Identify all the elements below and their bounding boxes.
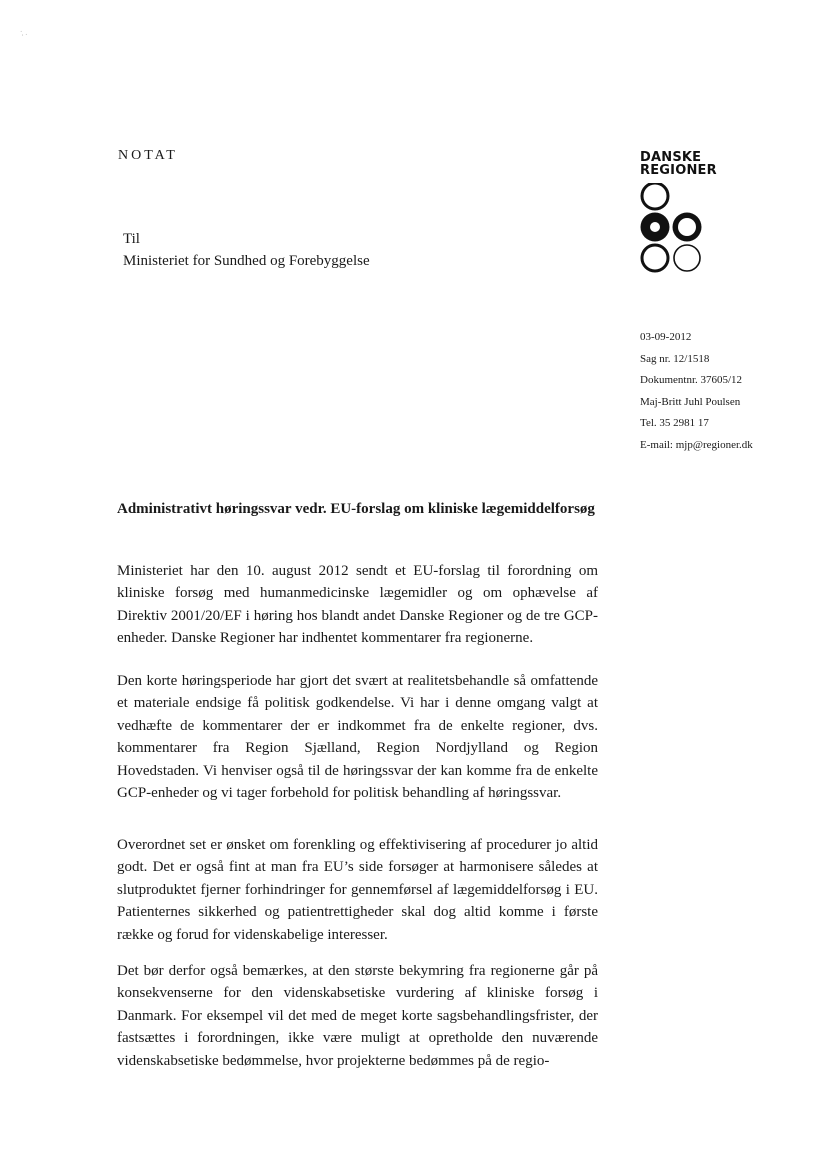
- meta-phone: Tel. 35 2981 17: [640, 417, 709, 429]
- scan-artifact: ˙·˙: [16, 28, 29, 42]
- meta-date: 03-09-2012: [640, 331, 692, 343]
- body-paragraph: Ministeriet har den 10. august 2012 sendt et EU-forslag til forordning om kliniske forsøg med humanmedicinske lægemidler og om ophævelse af Direktiv 2001/20/EF i høring hos blandt andet Danske Regioner og de tre GCP-enheder. Danske Regioner har indhentet kommentarer fra regionerne.: [117, 563, 598, 647]
- meta-case-number: Sag nr. 12/1518: [640, 352, 710, 365]
- meta-email: E-mail: mjp@regioner.dk: [640, 438, 753, 451]
- brand-name-line2: REGIONER: [640, 163, 717, 178]
- brand-name-line1: DANSKE: [640, 150, 702, 165]
- body-paragraph: Overordnet set er ønsket om forenkling og effektivisering af procedurer jo altid godt. Det er også fint at man fra EU’s side forsøger at harmonisere således at slutproduktet fjerner forhindringer for gennemførsel af lægemiddelforsøg i EU. Patienternes sikkerhed og patientrettigheder skal dog altid komme i første række og forud for videnskabelige interesser.: [117, 837, 598, 943]
- meta-author: Maj-Britt Juhl Poulsen: [640, 395, 741, 408]
- document-meta: [640, 327, 753, 456]
- recipient-block: [123, 228, 370, 272]
- body-paragraph: Den korte høringsperiode har gjort det svært at realitetsbehandle så omfattende et materiale endsige få politisk godkendelse. Vi har i denne omgang valgt at vedhæfte de kommentarer der er indkommet fra de enkelte regioner, dvs. kommentarer fra Region Sjælland, Region Nordjylland og Region Hovedstaden. Vi henviser også til de høringssvar der kan komme fra de enkelte GCP-enheder og vi tager forbehold for politisk behandling af høringssvar.: [117, 673, 598, 802]
- recipient-name: Ministeriet for Sundhed og Forebyggelse: [123, 253, 370, 269]
- recipient-heading: Til: [123, 231, 140, 247]
- meta-document-number: Dokumentnr. 37605/12: [640, 374, 743, 386]
- brand-logo: [640, 151, 760, 273]
- circles-logo-icon: [640, 183, 720, 273]
- subject-heading: Administrativt høringssvar vedr. EU-forslag om kliniske lægemiddelforsøg: [117, 501, 595, 517]
- body-paragraph: Det bør derfor også bemærkes, at den største bekymring fra regionerne går på konsekvenserne for den videnskabsetiske vurdering af kliniske forsøg i Danmark. For eksempel vil det med de meget korte sagsbehandlingsfrister, der fastsættes i forordningen, ikke være muligt at opretholde den nuværende videnskabsetiske bedømmelse, hvor projekterne bedømmes på de regio-: [117, 963, 598, 1069]
- document-type-label: NOTAT: [118, 148, 178, 163]
